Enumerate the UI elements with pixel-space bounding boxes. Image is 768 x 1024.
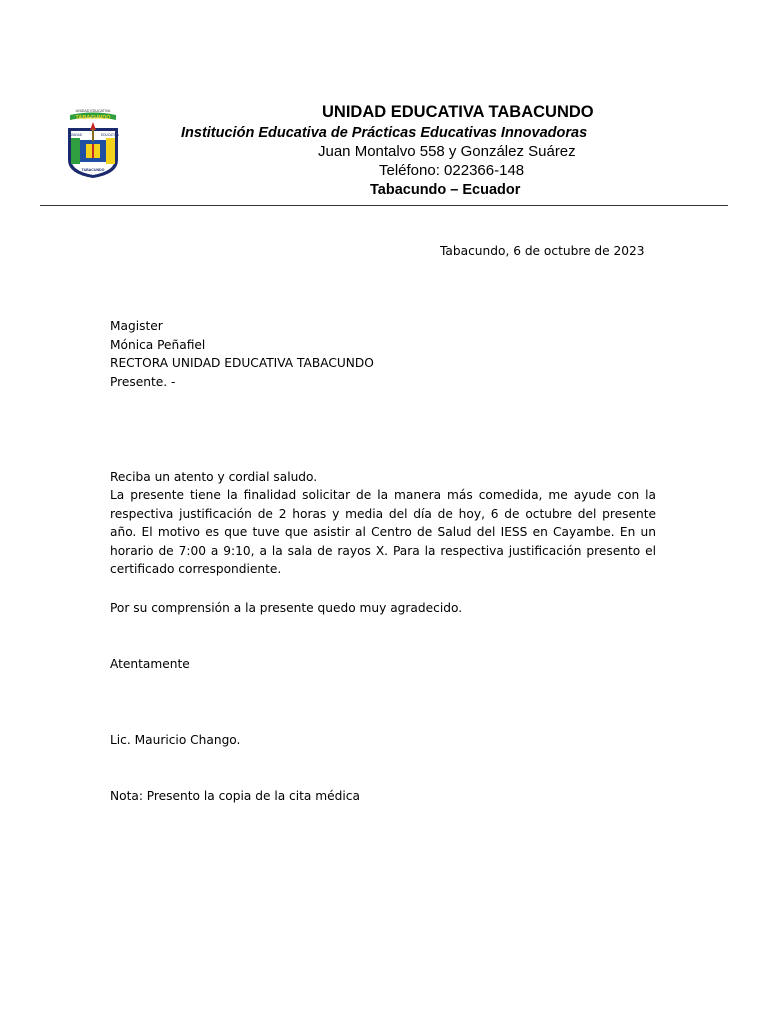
header-divider bbox=[40, 205, 728, 206]
logo-banner-text: TABACUNDO bbox=[75, 115, 111, 121]
letter-signature: Lic. Mauricio Chango. bbox=[110, 733, 241, 747]
logo-left-text: UNIDAD bbox=[69, 133, 83, 137]
letter-date: Tabacundo, 6 de octubre de 2023 bbox=[440, 244, 645, 258]
letter-greeting: Reciba un atento y cordial saludo. bbox=[110, 470, 318, 484]
school-crest-icon bbox=[62, 108, 124, 180]
recipient-presente: Presente. - bbox=[110, 374, 176, 389]
school-name: UNIDAD EDUCATIVA TABACUNDO bbox=[322, 103, 594, 121]
recipient-name: Mónica Peñafiel bbox=[110, 337, 206, 352]
letter-body-paragraph: La presente tiene la finalidad solicitar de la manera más comedida, me ayude con la respectiva justificación de 2 horas y media del día de hoy, 6 de octubre del presente año. El motivo es que tuve que asistir al Centro de Salud del IESS en Cayambe. En un horario de 7:00 a 9:10, a la sala de rayos X. Para la respectiva justificación presento el certificado correspondiente. bbox=[110, 488, 656, 577]
logo-torch-flame bbox=[90, 122, 96, 130]
logo-stripe-green bbox=[71, 138, 80, 164]
letter-note: Nota: Presento la copia de la cita médica bbox=[110, 789, 360, 803]
logo-book-spine bbox=[92, 144, 94, 158]
letter-thanks: Por su comprensión a la presente quedo muy agradecido. bbox=[110, 601, 463, 615]
school-address: Juan Montalvo 558 y González Suárez bbox=[318, 143, 576, 160]
school-subtitle: Institución Educativa de Prácticas Educativas Innovadoras bbox=[181, 125, 588, 141]
logo-right-text: EDUCATIVA bbox=[101, 133, 119, 137]
school-phone: Teléfono: 022366-148 bbox=[379, 162, 525, 179]
recipient-title: Magister bbox=[110, 319, 163, 333]
recipient-block bbox=[110, 317, 670, 391]
recipient-position: RECTORA UNIDAD EDUCATIVA TABACUNDO bbox=[110, 356, 374, 371]
school-city-country: Tabacundo – Ecuador bbox=[370, 182, 521, 198]
logo-stripe-yellow bbox=[106, 138, 115, 164]
logo-torch-handle bbox=[92, 129, 94, 141]
logo-bottom-text: TABACUNDO bbox=[81, 168, 105, 172]
logo-top-text: UNIDAD EDUCATIVA bbox=[75, 109, 111, 113]
letter-closing: Atentamente bbox=[110, 657, 190, 671]
